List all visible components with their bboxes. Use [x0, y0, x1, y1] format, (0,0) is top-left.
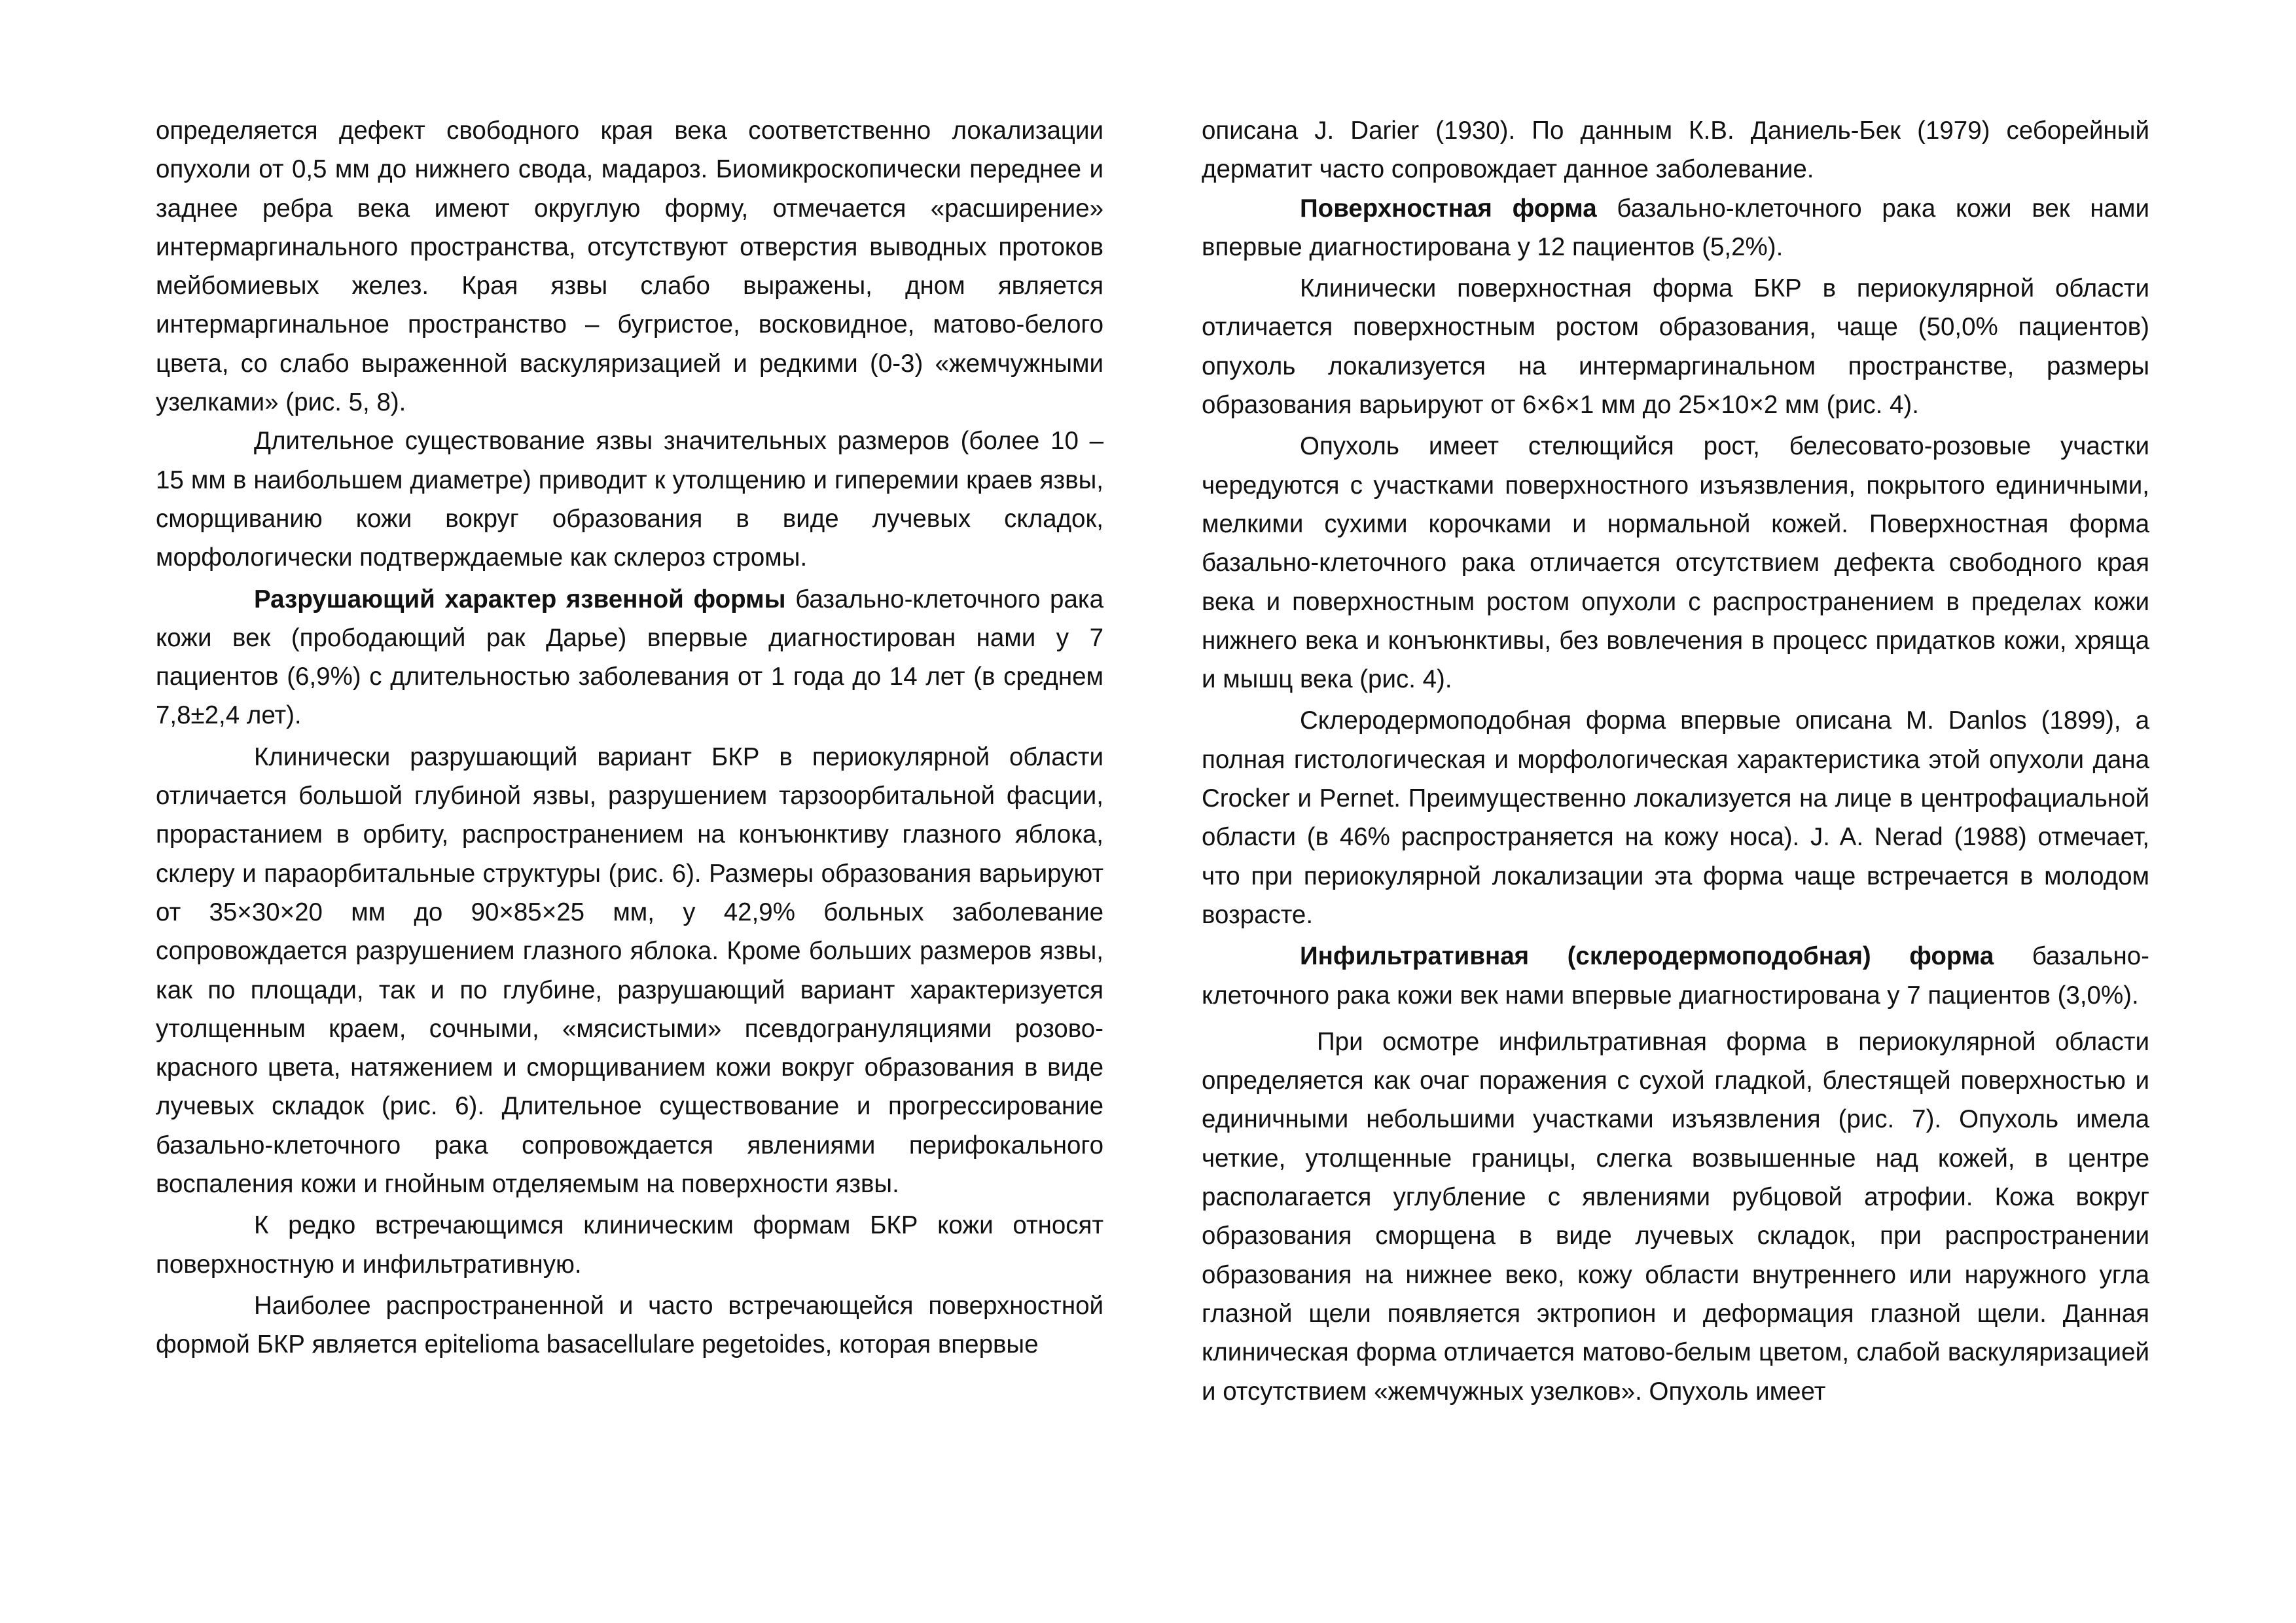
paragraph-text: базально-клеточного рака кожи век (прободающий рак Дарье) впервые диагностирован нами у 7 пациентов (6,9%) с длительностью заболевания от 1 года до 14 лет (в среднем 7,8±2,4 лет). — [156, 585, 1103, 730]
paragraph — [1202, 937, 2149, 1015]
paragraph-text: базально-клеточного рака кожи век нами впервые диагностирована у 12 пациентов (5,2%). — [1202, 194, 2149, 261]
paragraph — [156, 580, 1103, 735]
right-text-column — [1202, 111, 2149, 1411]
left-text-column — [156, 111, 1103, 1364]
paragraph: Клинически разрушающий вариант БКР в периокулярной области отличается большой глубиной язвы, разрушением тарзоорбитальной фасции, прорастанием в орбиту, распространением на конъюнктиву глазного яблока, склеру и параорбитальные структуры (рис. 6). Размеры образования варьируют от 35×30×20 мм до 90×85×25 мм, у 42,9% больных заболевание сопровождается разрушением глазного яблока. Кроме больших размеров язвы, как по площади, так и по глубине, разрушающий вариант характеризуется утолщенным краем, сочными, «мясистыми» псевдогрануляциями розово-красного цвета, натяжением и сморщиванием кожи вокруг образования в виде лучевых складок (рис. 6). Длительное существование и прогрессирование базально-клеточного рака сопровождается явлениями перифокального воспаления кожи и гнойным отделяемым на поверхности язвы. — [156, 742, 1103, 1199]
paragraph: Склеродермоподобная форма впервые описана M. Danlos (1899), а полная гистологическая и морфологическая характеристика этой опухоли дана Crocker и Pernet. Преимущественно локализуется на лице в центрофациальной области (в 46% распространяется на кожу носа). J. A. Nerad (1988) отмечает, что при периокулярной локализации эта форма чаще встречается в молодом возрасте. — [1202, 706, 2149, 929]
bold-heading: Поверхностная форма — [1300, 194, 1597, 223]
paragraph: К редко встречающимся клиническим формам БКР кожи относят поверхностную и инфильтративную. — [156, 1211, 1103, 1279]
paragraph: Длительное существование язвы значительных размеров (более 10 –15 мм в наибольшем диаметре) приводит к утолщению и гиперемии краев язвы, сморщиванию кожи вокруг образования в виде лучевых складок, морфологически подтверждаемые как склероз стромы. — [156, 427, 1103, 572]
paragraph: При осмотре инфильтративная форма в периокулярной области определяется как очаг поражения с сухой гладкой, блестящей поверхностью и единичными небольшими участками изъязвления (рис. 7). Опухоль имела четкие, утолщенные границы, слегка возвышенные над кожей, в центре располагается углубление с явлениями рубцовой атрофии. Кожа вокруг образования сморщена в виде лучевых складок, при распространении образования на нижнее веко, кожу области внутреннего или наружного угла глазной щели появляется эктропион и деформация глазной щели. Данная клиническая форма отличается матово-белым цветом, слабой васкуляризацией и отсутствием «жемчужных узелков». Опухоль имеет — [1202, 1027, 2149, 1406]
paragraph: Наиболее распространенной и часто встречающейся поверхностной формой БКР является epitelioma basacellulare pegetoides, которая впервые — [156, 1291, 1103, 1359]
paragraph: определяется дефект свободного края века соответственно локализации опухоли от 0,5 мм до нижнего свода, мадароз. Биомикроскопически переднее и заднее ребра века имеют округлую форму, отмечается «расширение» интермаргинального пространства, отсутствуют отверстия выводных протоков мейбомиевых желез. Края язвы слабо выражены, дном является интермаргинальное пространство – бугристое, восковидное, матово-белого цвета, со слабо выраженной васкуляризацией и редкими (0-3) «жемчужными узелками» (рис. 5, 8). — [156, 117, 1103, 417]
paragraph: Опухоль имеет стелющийся рост, белесовато-розовые участки чередуются с участками поверхностного изъязвления, покрытого единичными, мелкими сухими корочками и нормальной кожей. Поверхностная форма базально-клеточного рака отличается отсутствием дефекта свободного края века и поверхностным ростом опухоли с распространением в пределах кожи нижнего века и конъюнктивы, без вовлечения в процесс придатков кожи, хряща и мышц века (рис. 4). — [1202, 432, 2149, 694]
paragraph: Клинически поверхностная форма БКР в периокулярной области отличается поверхностным ростом образования, чаще (50,0% пациентов) опухоль локализуется на интермаргинальном пространстве, размеры образования варьируют от 6×6×1 мм до 25×10×2 мм (рис. 4). — [1202, 274, 2149, 420]
paragraph-text: базально-клеточного рака кожи век нами впервые диагностирована у 7 пациентов (3,0%). — [1202, 942, 2149, 1010]
paragraph: описана J. Darier (1930). По данным К.В. Даниель-Бек (1979) себорейный дерматит часто сопровождает данное заболевание. — [1202, 117, 2149, 184]
bold-heading: Инфильтративная (склеродермоподобная) форма — [1300, 942, 1994, 971]
paragraph — [1202, 189, 2149, 267]
bold-heading: Разрушающий характер язвенной формы — [254, 585, 786, 613]
